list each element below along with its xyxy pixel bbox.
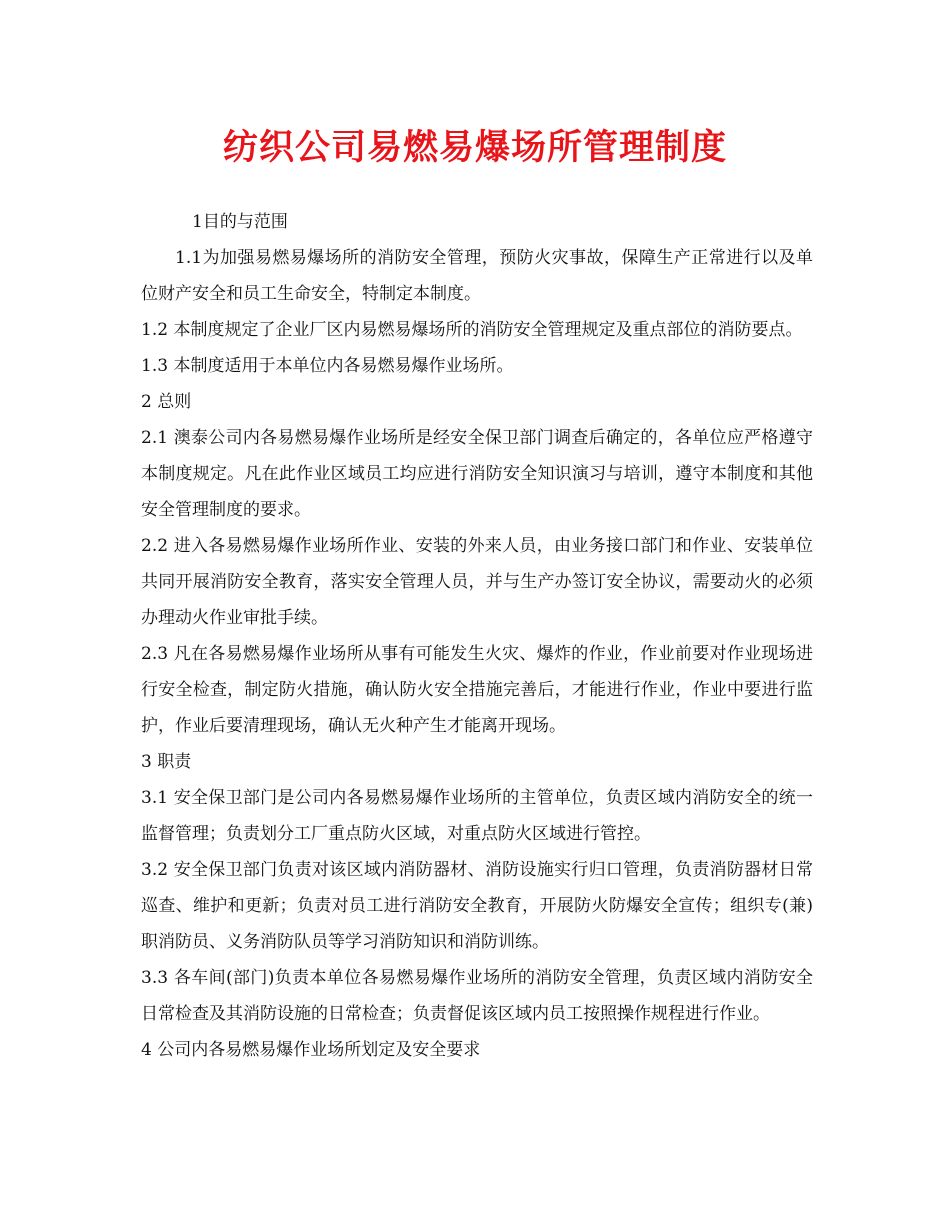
paragraph-3-3: 3.3 各车间(部门)负责本单位各易燃易爆作业场所的消防安全管理，负责区域内消防安全日常检查及其消防设施的日常检查；负责督促该区域内员工按照操作规程进行作业。	[141, 968, 813, 1024]
section-heading-2: 2 总则	[141, 392, 192, 412]
paragraph-1-1: 1.1为加强易燃易爆场所的消防安全管理，预防火灾事故，保障生产正常进行以及单位财产安全和员工生命安全，特制定本制度。	[141, 248, 813, 304]
paragraph-1-3: 1.3 本制度适用于本单位内各易燃易爆作业场所。	[141, 356, 514, 376]
document-title: 纺织公司易燃易爆场所管理制度	[222, 127, 727, 168]
section-heading-3: 3 职责	[141, 752, 192, 772]
paragraph-2-3: 2.3 凡在各易燃易爆作业场所从事有可能发生火灾、爆炸的作业，作业前要对作业现场进行安全检查，制定防火措施，确认防火安全措施完善后，才能进行作业，作业中要进行监护，作业后要清理现场，确认无火种产生才能离开现场。	[141, 644, 813, 736]
paragraph-3-1: 3.1 安全保卫部门是公司内各易燃易爆作业场所的主管单位，负责区域内消防安全的统一监督管理；负责划分工厂重点防火区域，对重点防火区域进行管控。	[141, 788, 813, 844]
paragraph-1-2: 1.2 本制度规定了企业厂区内易燃易爆场所的消防安全管理规定及重点部位的消防要点。	[141, 320, 803, 340]
paragraph-2-1: 2.1 澳泰公司内各易燃易爆作业场所是经安全保卫部门调查后确定的，各单位应严格遵守本制度规定。凡在此作业区域员工均应进行消防安全知识演习与培训，遵守本制度和其他安全管理制度的要求。	[141, 428, 813, 520]
section-heading-4: 4 公司内各易燃易爆作业场所划定及安全要求	[141, 1040, 481, 1060]
paragraph-2-2: 2.2 进入各易燃易爆作业场所作业、安装的外来人员，由业务接口部门和作业、安装单位共同开展消防安全教育，落实安全管理人员，并与生产办签订安全协议，需要动火的必须办理动火作业审批手续。	[141, 536, 813, 628]
paragraph-3-2: 3.2 安全保卫部门负责对该区域内消防器材、消防设施实行归口管理，负责消防器材日常巡查、维护和更新；负责对员工进行消防安全教育，开展防火防爆安全宣传；组织专(兼)职消防员、义务消防队员等学习消防知识和消防训练。	[141, 860, 813, 952]
section-heading-1: 1目的与范围	[192, 212, 288, 232]
document-body	[141, 204, 813, 1068]
